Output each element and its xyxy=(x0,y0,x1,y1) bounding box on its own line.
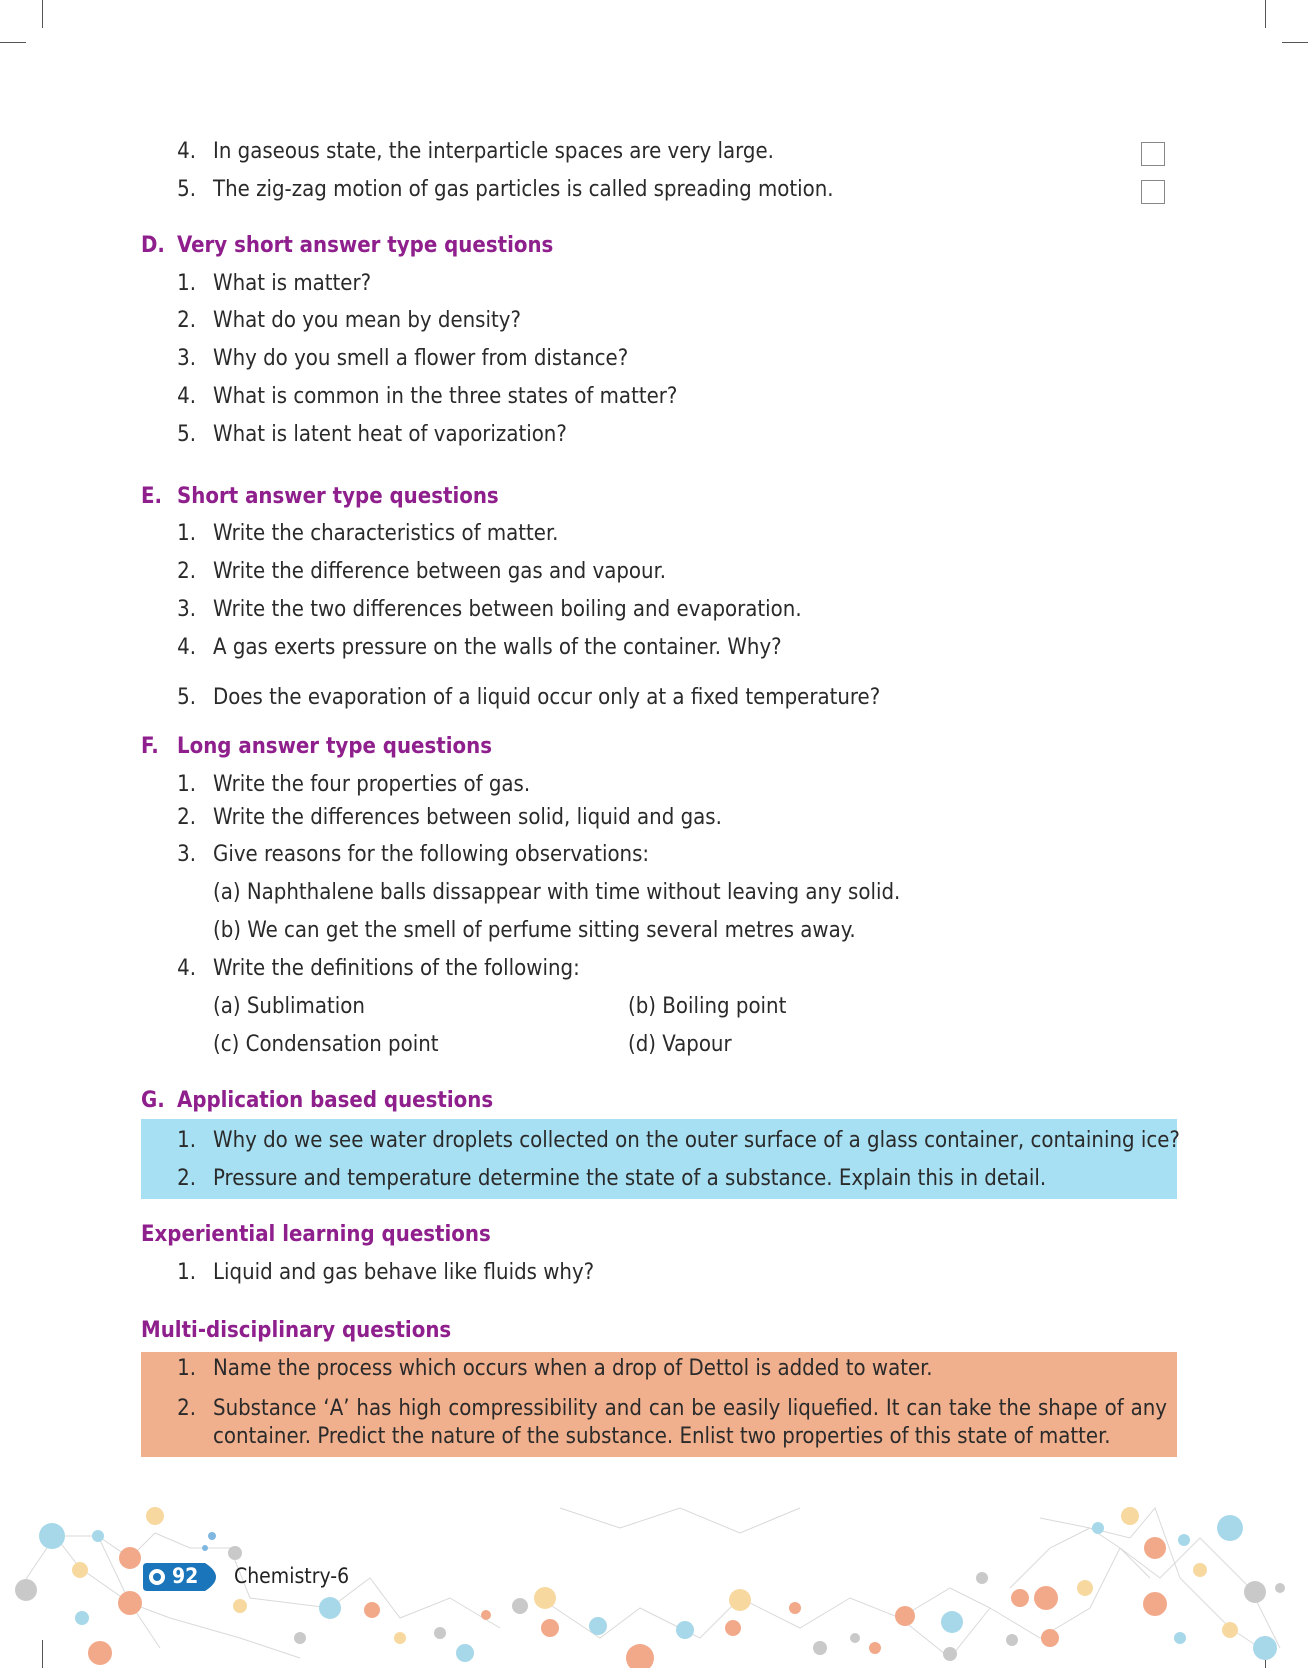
section-letter: F. xyxy=(141,734,159,759)
item-text: Does the evaporation of a liquid occur only at a fixed temperature? xyxy=(213,685,881,710)
item-number: 5. xyxy=(177,177,196,202)
item-number: 4. xyxy=(177,384,196,409)
item-number: 1. xyxy=(177,1356,196,1381)
section-heading xyxy=(141,483,499,511)
answer-checkbox[interactable] xyxy=(1141,142,1165,166)
section-heading xyxy=(141,1087,493,1115)
section-heading xyxy=(141,1317,451,1345)
book-title: Chemistry-6 xyxy=(234,1564,350,1588)
item-number: 4. xyxy=(177,635,196,660)
section-title: Very short answer type questions xyxy=(177,233,554,258)
crop-mark xyxy=(0,42,26,43)
item-text: Write the two differences between boiling and evaporation. xyxy=(213,597,802,622)
section-title: Long answer type questions xyxy=(177,734,492,759)
item-number: 5. xyxy=(177,685,196,710)
item-number: 1. xyxy=(177,1128,196,1153)
item-text: What is matter? xyxy=(213,271,372,296)
item-text: The zig-zag motion of gas particles is called spreading motion. xyxy=(213,177,834,202)
item-number: 3. xyxy=(177,842,196,867)
item-number: 1. xyxy=(177,521,196,546)
section-heading xyxy=(141,733,492,761)
item-text: Give reasons for the following observations: xyxy=(213,842,650,867)
section-letter: D. xyxy=(141,233,165,258)
crop-mark xyxy=(1282,42,1308,43)
item-text: What is latent heat of vaporization? xyxy=(213,422,567,447)
section-title: Application based questions xyxy=(177,1088,494,1113)
item-number: 2. xyxy=(177,1166,196,1191)
item-number: 1. xyxy=(177,271,196,296)
section-letter: E. xyxy=(141,484,163,509)
item-number: 4. xyxy=(177,139,196,164)
item-number: 1. xyxy=(177,772,196,797)
item-text: Name the process which occurs when a drop of Dettol is added to water. xyxy=(213,1356,933,1381)
crop-mark xyxy=(42,0,43,28)
section-title: Experiential learning questions xyxy=(141,1222,491,1247)
item-text: In gaseous state, the interparticle spaces are very large. xyxy=(213,139,774,164)
item-text: Substance ‘A’ has high compressibility and can be easily liquefied. It can take the shape of any container. Predict the nature of the substance. Enlist two properties of this state of matter. xyxy=(213,1396,1167,1449)
sub-item: (a) Naphthalene balls dissappear with time without leaving any solid. xyxy=(213,880,901,905)
item-number: 2. xyxy=(177,805,196,830)
item-number: 1. xyxy=(177,1260,196,1285)
item-number: 3. xyxy=(177,597,196,622)
item-number: 5. xyxy=(177,422,196,447)
answer-checkbox[interactable] xyxy=(1141,180,1165,204)
sub-item: (b) We can get the smell of perfume sitting several metres away. xyxy=(213,918,856,943)
item-text: Write the definitions of the following: xyxy=(213,956,580,981)
item-number: 2. xyxy=(177,559,196,584)
item-text: Why do we see water droplets collected on the outer surface of a glass container, containing ice? xyxy=(213,1128,1180,1153)
item-text: Write the difference between gas and vapour. xyxy=(213,559,666,584)
item-number: 2. xyxy=(177,308,196,333)
sub-item: (c) Condensation point xyxy=(213,1032,439,1057)
item-text: What is common in the three states of matter? xyxy=(213,384,678,409)
item-text: Write the differences between solid, liquid and gas. xyxy=(213,805,722,830)
item-text: Why do you smell a flower from distance? xyxy=(213,346,629,371)
sub-item: (b) Boiling point xyxy=(628,994,787,1019)
section-letter: G. xyxy=(141,1088,165,1113)
item-text: Liquid and gas behave like fluids why? xyxy=(213,1260,595,1285)
item-text: What do you mean by density? xyxy=(213,308,521,333)
item-text: Pressure and temperature determine the state of a substance. Explain this in detail. xyxy=(213,1166,1047,1191)
sub-item: (a) Sublimation xyxy=(213,994,365,1019)
section-title: Multi-disciplinary questions xyxy=(141,1318,452,1343)
sub-item: (d) Vapour xyxy=(628,1032,732,1057)
item-text: Write the four properties of gas. xyxy=(213,772,531,797)
page-number: 92 xyxy=(172,1564,199,1588)
item-number: 3. xyxy=(177,346,196,371)
section-heading xyxy=(141,1221,491,1249)
crop-mark xyxy=(1265,0,1266,28)
item-text: Write the characteristics of matter. xyxy=(213,521,559,546)
section-title: Short answer type questions xyxy=(177,484,499,509)
item-text: A gas exerts pressure on the walls of the container. Why? xyxy=(213,635,782,660)
item-number: 2. xyxy=(177,1396,196,1421)
section-heading xyxy=(141,232,553,260)
item-number: 4. xyxy=(177,956,196,981)
